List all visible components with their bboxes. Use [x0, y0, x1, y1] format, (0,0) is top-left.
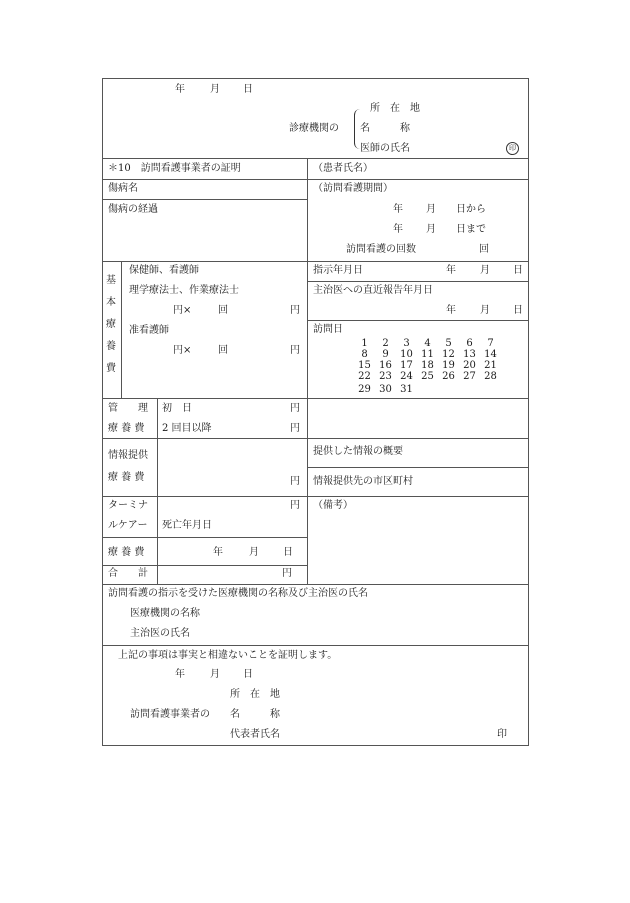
- report-month: 月: [480, 305, 490, 316]
- assistant-yen-times: 円×: [173, 345, 192, 356]
- label-char: 養: [106, 341, 116, 352]
- info-municipality-label: 情報提供先の市区町村: [313, 476, 413, 487]
- visit-day-5: 5: [445, 338, 452, 349]
- visit-day-16: 16: [379, 360, 392, 371]
- total-label: 合 計: [108, 568, 148, 579]
- instruction-year: 年: [446, 265, 456, 276]
- visit-day-30: 30: [379, 384, 392, 395]
- assistant-times: 回: [218, 345, 228, 356]
- provider-label: 訪問看護事業者の: [130, 709, 210, 720]
- seal-icon: 印: [506, 142, 519, 155]
- label-char: 基: [106, 275, 116, 286]
- label-char: 療: [106, 319, 116, 330]
- clinic-label: 診療機関の: [289, 123, 339, 134]
- instruction-day: 日: [513, 265, 523, 276]
- clinic-name-label: 名 称: [360, 123, 410, 134]
- info-fee-label-2: 療 養 費: [108, 472, 145, 483]
- management-fee-label-1: 管 理: [108, 403, 148, 414]
- visit-day-10: 10: [400, 349, 413, 360]
- divider: [102, 261, 529, 262]
- representative-name-label: 代表者氏名: [230, 729, 280, 740]
- instruction-month: 月: [480, 265, 490, 276]
- visit-day-9: 9: [382, 349, 389, 360]
- institution-name-label: 医療機関の名称: [130, 608, 200, 619]
- visit-day-19: 19: [442, 360, 455, 371]
- section-title: ＊10 訪問看護事業者の証明: [108, 163, 241, 174]
- visit-day-26: 26: [442, 371, 455, 382]
- first-day-label: 初 日: [162, 403, 192, 414]
- therapist-times: 回: [218, 305, 228, 316]
- divider: [102, 398, 529, 399]
- seal-mark: 印: [497, 729, 507, 740]
- cert-month: 月: [210, 669, 220, 680]
- visit-day-20: 20: [463, 360, 476, 371]
- doctor-name-label: 主治医の氏名: [130, 628, 190, 639]
- visit-period-label: （訪問看護期間）: [313, 183, 393, 194]
- header-date-year: 年: [175, 84, 185, 95]
- visit-day-25: 25: [421, 371, 434, 382]
- divider: [102, 645, 529, 646]
- divider: [102, 496, 529, 497]
- report-year: 年: [446, 305, 456, 316]
- divider: [157, 398, 158, 584]
- period-to-day: 日まで: [456, 224, 486, 235]
- remarks-label: （備考）: [313, 500, 353, 511]
- visit-day-27: 27: [463, 371, 476, 382]
- visit-day-23: 23: [379, 371, 392, 382]
- doctor-name-label: 医師の氏名: [360, 143, 410, 154]
- period-to-month: 月: [426, 224, 436, 235]
- info-summary-label: 提供した情報の概要: [313, 446, 403, 457]
- terminal-care-label-3: 療 養 費: [108, 547, 145, 558]
- patient-name-label: （患者氏名）: [313, 163, 373, 174]
- visit-day-7: 7: [487, 338, 494, 349]
- header-date-day: 日: [243, 84, 253, 95]
- divider: [102, 158, 529, 159]
- second-after-yen: 円: [290, 423, 300, 434]
- divider: [102, 179, 529, 180]
- visit-day-11: 11: [421, 349, 434, 360]
- visit-day-18: 18: [421, 360, 434, 371]
- therapist-label: 理学療法士、作業療法士: [129, 285, 239, 296]
- divider: [307, 467, 529, 468]
- header-date-month: 月: [210, 84, 220, 95]
- report-date-label: 主治医への直近報告年月日: [313, 285, 433, 296]
- visit-day-2: 2: [382, 338, 389, 349]
- label-char: 費: [106, 363, 116, 374]
- cert-day: 日: [243, 669, 253, 680]
- terminal-care-yen: 円: [290, 500, 300, 511]
- visit-day-3: 3: [403, 338, 410, 349]
- visit-day-21: 21: [484, 360, 497, 371]
- divider: [307, 158, 308, 584]
- clinic-address-label: 所 在 地: [370, 103, 420, 114]
- provider-address-label: 所 在 地: [230, 689, 280, 700]
- terminal-care-label-1: ターミナ: [108, 500, 148, 511]
- visit-day-12: 12: [442, 349, 455, 360]
- assistant-nurse-label: 准看護師: [129, 325, 169, 336]
- visit-day-8: 8: [361, 349, 368, 360]
- second-after-label: 2 回目以降: [162, 423, 212, 434]
- visit-day-22: 22: [358, 371, 371, 382]
- assistant-yen: 円: [290, 345, 300, 356]
- info-fee-label-1: 情報提供: [108, 450, 148, 461]
- visit-day-31: 31: [400, 384, 413, 395]
- info-fee-yen: 円: [290, 476, 300, 487]
- divider: [102, 565, 307, 566]
- visit-day-4: 4: [424, 338, 431, 349]
- visit-day-29: 29: [358, 384, 371, 395]
- visit-day-6: 6: [466, 338, 473, 349]
- cert-year: 年: [175, 669, 185, 680]
- label-char: 本: [106, 297, 116, 308]
- report-day: 日: [513, 305, 523, 316]
- instructing-title: 訪問看護の指示を受けた医療機関の名称及び主治医の氏名: [108, 588, 368, 599]
- first-day-yen: 円: [290, 403, 300, 414]
- disease-course-label: 傷病の経過: [108, 204, 158, 215]
- divider: [102, 438, 529, 439]
- therapist-yen: 円: [290, 305, 300, 316]
- certification-statement: 上記の事項は事実と相違ないことを証明します。: [118, 650, 338, 661]
- visit-day-17: 17: [400, 360, 413, 371]
- death-day: 日: [283, 547, 293, 558]
- divider: [307, 281, 529, 282]
- death-year: 年: [213, 547, 223, 558]
- management-fee-label-2: 療 養 費: [108, 423, 145, 434]
- basic-fee-label: [104, 270, 118, 380]
- terminal-care-label-2: ルケアー: [108, 520, 148, 531]
- total-yen: 円: [282, 568, 292, 579]
- divider: [121, 261, 122, 398]
- divider: [307, 320, 529, 321]
- divider: [102, 199, 307, 200]
- visit-day-15: 15: [358, 360, 371, 371]
- provider-name-label: 名 称: [230, 709, 280, 720]
- visit-days-calendar: [354, 338, 501, 395]
- visit-days-label: 訪問日: [313, 324, 343, 335]
- instruction-date-label: 指示年月日: [313, 265, 363, 276]
- visit-count-label: 訪問看護の回数: [346, 244, 416, 255]
- visit-day-14: 14: [484, 349, 497, 360]
- visit-count-unit: 回: [479, 244, 489, 255]
- period-from-day: 日から: [456, 204, 486, 215]
- period-from-month: 月: [426, 204, 436, 215]
- visit-day-13: 13: [463, 349, 476, 360]
- period-to-year: 年: [393, 224, 403, 235]
- divider: [102, 584, 529, 585]
- nurse-label: 保健師、看護師: [129, 265, 199, 276]
- death-date-label: 死亡年月日: [162, 520, 212, 531]
- divider: [102, 537, 307, 538]
- visit-day-1: 1: [361, 338, 368, 349]
- death-month: 月: [249, 547, 259, 558]
- visit-day-28: 28: [484, 371, 497, 382]
- visit-day-24: 24: [400, 371, 413, 382]
- period-from-year: 年: [393, 204, 403, 215]
- therapist-yen-times: 円×: [173, 305, 192, 316]
- disease-name-label: 傷病名: [108, 183, 138, 194]
